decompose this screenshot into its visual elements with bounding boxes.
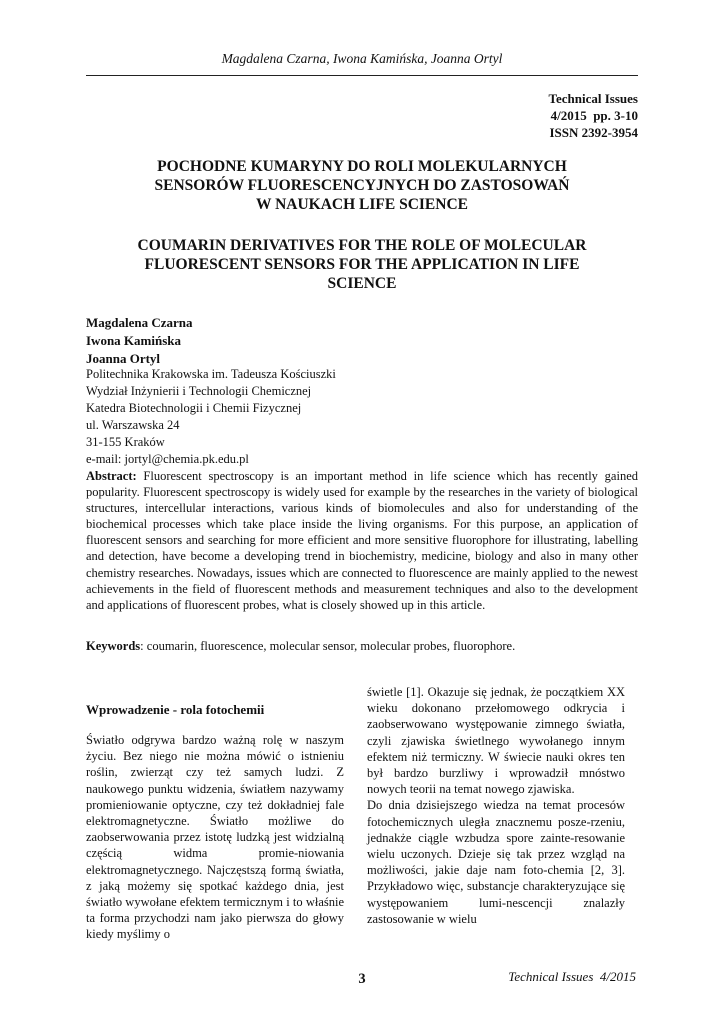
running-header: Magdalena Czarna, Iwona Kamińska, Joanna Ortyl xyxy=(221,51,503,66)
affiliation-email: e-mail: jortyl@chemia.pk.edu.pl xyxy=(86,452,249,466)
footer-journal-issue: Technical Issues 4/2015 xyxy=(508,969,636,984)
title-pl-line: W NAUKACH LIFE SCIENCE xyxy=(255,196,468,213)
abstract-text: Fluorescent spectroscopy is an important method in life science which has recently gained popularity. Fluorescent spectroscopy is widely used for example by the researches in the variety of biological structures, intercellular interactions, various kinds of biomolecules and also for understanding of the biochemical processes which take place inside the living organisms. For this purpose, an application of fluorescent sensors and searching for more efficient and more sensitive fluorophore for illustrating, labelling and detection, have become a developing trend in biochemistry, medicine, biology and also in many other chemistry researches. Nowadays, issues which are connected to fluorescence are mainly applied to the newest achievements in the field of fluorescent methods and measurement techniques and also to the development and applications of fluorescent probes, what is closely showed up in this article. xyxy=(86,469,638,612)
keywords xyxy=(86,638,638,654)
affiliation-line: Katedra Biotechnologii i Chemii Fizycznej xyxy=(86,401,302,415)
author-name: Magdalena Czarna xyxy=(86,315,193,330)
keywords-label: Keywords xyxy=(86,639,141,653)
title-en-line: COUMARIN DERIVATIVES FOR THE ROLE OF MOLECULAR xyxy=(137,237,587,254)
title-polish xyxy=(86,157,638,214)
title-en-line: FLUORESCENT SENSORS FOR THE APPLICATION IN LIFE xyxy=(144,256,580,273)
journal-info xyxy=(549,90,638,141)
journal-issn: ISSN 2392-3954 xyxy=(549,125,638,140)
title-en-line: SCIENCE xyxy=(327,275,397,292)
title-pl-line: POCHODNE KUMARYNY DO ROLI MOLEKULARNYCH xyxy=(157,158,567,175)
body-column-left xyxy=(86,701,344,943)
affiliation-line: Politechnika Krakowska im. Tadeusza Kościuszki xyxy=(86,367,336,381)
affiliation-line: 31-155 Kraków xyxy=(86,435,165,449)
header-rule xyxy=(86,75,638,76)
body-paragraph: świetle [1]. Okazuje się jednak, że początkiem XX wieku dokonano przełomowego odkrycia i zaobserwowano występowanie zimnego światła, czyli zjawiska świetlnego wywołanego innym efektem niż termiczny. W świecie nauki okres ten był bardzo burzliwy i wprowadził mnóstwo nowych teorii na temat nowego zjawiska. xyxy=(367,685,625,797)
abstract xyxy=(86,468,638,613)
section-heading: Wprowadzenie - rola fotochemii xyxy=(86,702,265,717)
page-number: 3 xyxy=(358,971,366,987)
body-paragraph: Światło odgrywa bardzo ważną rolę w naszym życiu. Bez niego nie można mówić o istnieniu roślin, zwierząt czy też samych ludzi. Z naukowego punktu widzenia, światłem nazywamy promieniowanie optyczne, czy też dokładniej fale elektromagnetyczne. Światło możliwe do zaobserwowania przez istotę ludzką jest widzialną częścią widma promie-niowania elektromagnetycznego. Najczęstszą formą światła, z jaką możemy się spotkać każdego dnia, jest światło wywołane efektem termicznym i to właśnie ta forma przychodzi nam jako pierwsza do głowy kiedy myślimy o xyxy=(86,733,344,942)
journal-issue-pages: 4/2015 pp. 3-10 xyxy=(550,108,638,123)
affiliation-line: ul. Warszawska 24 xyxy=(86,418,180,432)
keywords-text: : coumarin, fluorescence, molecular sensor, molecular probes, fluorophore. xyxy=(140,639,516,653)
author-list xyxy=(86,314,638,368)
title-english xyxy=(86,236,638,293)
author-name: Iwona Kamińska xyxy=(86,333,181,348)
journal-name: Technical Issues xyxy=(548,91,638,106)
author-name: Joanna Ortyl xyxy=(86,351,161,366)
title-pl-line: SENSORÓW FLUORESCENCYJNYCH DO ZASTOSOWAŃ xyxy=(154,177,570,194)
body-paragraph: Do dnia dzisiejszego wiedza na temat procesów fotochemicznych uległa znacznemu posze-rzeniu, jednakże ciągle wzbudza spore zainte-resowanie wielu uczonych. Dzieje się tak przez wzgląd na możliwości, jakie daje nam foto-chemia [2, 3]. Przykładowo więc, substancje charakteryzujące się występowaniem lumi-nescencji znalazły zastosowanie w wielu xyxy=(367,798,625,926)
affiliation-line: Wydział Inżynierii i Technologii Chemicznej xyxy=(86,384,312,398)
body-column-right xyxy=(367,684,625,927)
affiliation xyxy=(86,366,638,468)
abstract-label: Abstract: xyxy=(86,469,137,483)
